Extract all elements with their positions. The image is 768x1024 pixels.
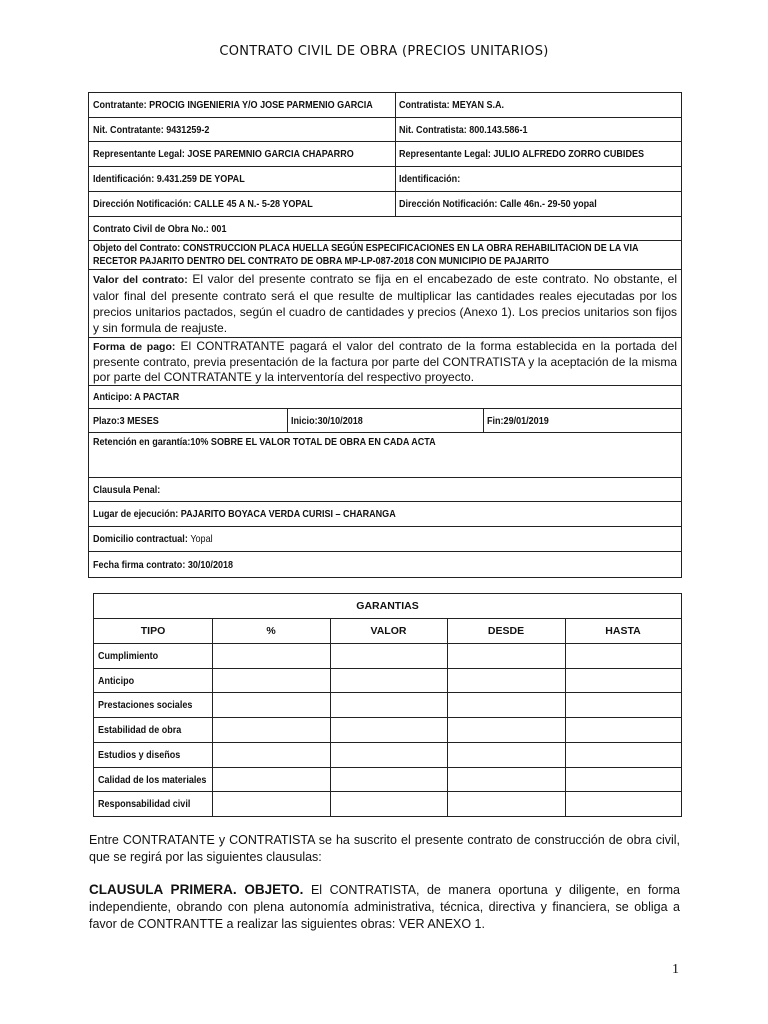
row-objeto (89, 241, 681, 270)
row-lugar (89, 502, 681, 527)
valor-text: El valor del presente contrato se fija en el encabezado de este contrato. No obstante, el valor final del presente contrato será el que resulte de multiplicar las cantidades reales ejecutadas por los precios unitarios pactados, según el cuadro de cantidades y precios (Anexo 1). Los precios unitarios son fijos y sin formula de reajuste. (93, 272, 677, 335)
contratante-cell: Contratante: PROCIG INGENIERIA Y/O JOSE PARMENIO GARCIA (93, 99, 373, 111)
header-desde: DESDE (487, 625, 525, 637)
garantias-title: GARANTIAS (356, 600, 419, 612)
table-row (94, 718, 681, 743)
garantia-tipo: Responsabilidad civil (98, 798, 191, 810)
contract-info-table (88, 92, 682, 578)
row-valor (89, 270, 681, 338)
identificacion-2-cell: Identificación: (399, 173, 461, 185)
table-row (94, 743, 681, 768)
lugar-cell: Lugar de ejecución: PAJARITO BOYACA VERDA CURISI – CHARANGA (93, 508, 396, 520)
fecha-firma-cell: Fecha firma contrato: 30/10/2018 (93, 558, 234, 571)
page-number: 1 (672, 962, 679, 977)
header-hasta: HASTA (605, 625, 641, 637)
domicilio-label: Domicilio contractual: (93, 533, 188, 545)
clause-1-heading: CLAUSULA PRIMERA. OBJETO. (89, 882, 304, 897)
header-percent: % (266, 625, 276, 637)
row-nit (89, 118, 681, 142)
identificacion-1-cell: Identificación: 9.431.259 DE YOPAL (93, 173, 245, 185)
table-row (94, 792, 681, 816)
anticipo-cell: Anticipo: A PACTAR (93, 391, 180, 403)
header-valor: VALOR (370, 625, 407, 637)
inicio-cell: Inicio:30/10/2018 (291, 414, 363, 427)
row-parties (89, 93, 681, 118)
row-forma-pago (89, 338, 681, 386)
header-tipo: TIPO (140, 625, 166, 637)
contrato-no-cell: Contrato Civil de Obra No.: 001 (93, 222, 227, 235)
row-fecha-firma (89, 552, 681, 577)
clause-1-paragraph (89, 881, 680, 933)
clause-1-text: El CONTRATISTA, de manera oportuna y diligente, en forma independiente, obrando con plena autonomía administrativa, técnica, directiva y financiera, se obliga a favor de CONTRANTTE a realizar las siguientes obras: VER ANEXO 1. (89, 883, 680, 931)
direccion-2-cell: Dirección Notificación: Calle 46n.- 29-50 yopal (399, 198, 597, 210)
garantia-tipo: Prestaciones sociales (98, 699, 193, 711)
row-contrato-no (89, 217, 681, 241)
objeto-line-1: Objeto del Contrato: CONSTRUCCION PLACA HUELLA SEGÚN ESPECIFICACIONES EN LA OBRA REHABILITACION DE LA VIA (93, 242, 639, 254)
rep-legal-1-cell: Representante Legal: JOSE PAREMNIO GARCIA CHAPARRO (93, 148, 354, 160)
table-row (94, 693, 681, 718)
garantias-table (93, 593, 682, 817)
row-rep-legal (89, 142, 681, 167)
garantia-tipo: Estudios y diseños (98, 749, 181, 761)
domicilio-value: Yopal (190, 533, 213, 545)
pago-text: El CONTRATANTE pagará el valor del contrato de la forma establecida en la portada del presente contrato, previa presentación de la factura por parte del CONTRATISTA y la aceptación de la misma por parte del CONTRATANTE y la interventoría del respectivo proyecto. (93, 339, 677, 384)
table-row (94, 768, 681, 792)
pago-label: Forma de pago: (93, 341, 176, 353)
table-row (94, 669, 681, 693)
contratista-cell: Contratista: MEYAN S.A. (399, 99, 505, 111)
garantia-tipo: Anticipo (98, 674, 135, 687)
row-plazo (89, 409, 681, 433)
garantia-tipo: Cumplimiento (98, 650, 159, 662)
garantias-title-row (94, 594, 681, 619)
fin-cell: Fin:29/01/2019 (487, 414, 549, 427)
row-retencion (89, 433, 681, 478)
garantia-tipo: Calidad de los materiales (98, 773, 207, 786)
retencion-cell: Retención en garantía:10% SOBRE EL VALOR TOTAL DE OBRA EN CADA ACTA (93, 436, 436, 448)
rep-legal-2-cell: Representante Legal: JULIO ALFREDO ZORRO CUBIDES (399, 148, 645, 160)
clausula-penal-cell: Clausula Penal: (93, 483, 161, 496)
nit-contratista-cell: Nit. Contratista: 800.143.586-1 (399, 123, 528, 136)
row-direccion (89, 192, 681, 217)
garantias-header-row (94, 619, 681, 644)
row-domicilio (89, 527, 681, 552)
nit-contratante-cell: Nit. Contratante: 9431259-2 (93, 123, 210, 136)
row-anticipo (89, 386, 681, 409)
row-identificacion (89, 167, 681, 192)
objeto-line-2: RECETOR PAJARITO DENTRO DEL CONTRATO DE OBRA MP-LP-087-2018 CON MUNICIPIO DE PAJARITO (93, 255, 549, 267)
intro-paragraph: Entre CONTRATANTE y CONTRATISTA se ha suscrito el presente contrato de construcción de obra civil, que se regirá por las siguientes clausulas: (89, 833, 680, 864)
garantia-tipo: Estabilidad de obra (98, 724, 182, 736)
plazo-cell: Plazo:3 MESES (93, 414, 159, 427)
valor-label: Valor del contrato: (93, 274, 188, 286)
direccion-1-cell: Dirección Notificación: CALLE 45 A N.- 5-28 YOPAL (93, 198, 313, 210)
table-row (94, 644, 681, 669)
document-title: CONTRATO CIVIL DE OBRA (PRECIOS UNITARIOS) (219, 44, 549, 59)
row-clausula-penal (89, 478, 681, 502)
